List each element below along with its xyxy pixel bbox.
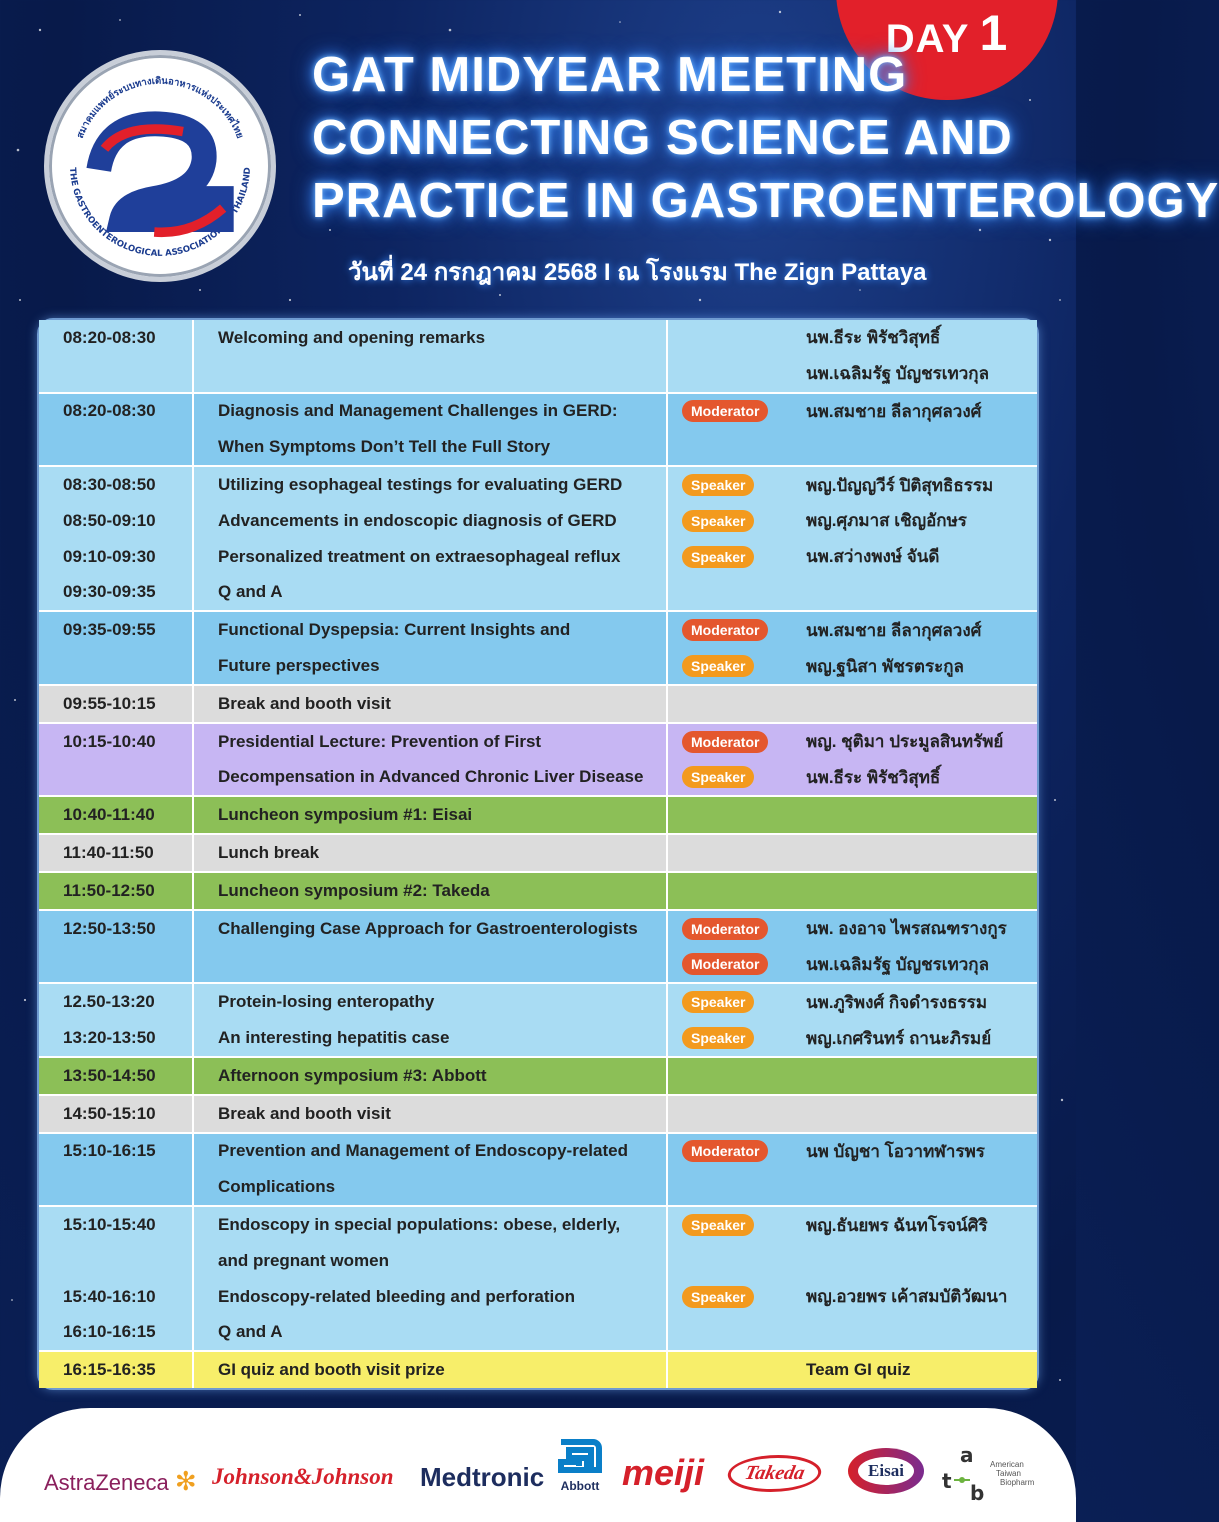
speaker-line (668, 1058, 1041, 1094)
speaker-line (668, 1169, 1041, 1205)
time-slot: 12.50-13:20 (63, 992, 155, 1012)
time-slot: 09:55-10:15 (63, 693, 156, 713)
topic-text: Break and booth visit (218, 1103, 391, 1123)
svg-text:b: b (970, 1481, 985, 1505)
sponsor-abbott (555, 1438, 605, 1493)
speaker-name: นพ. องอาจ ไพรสณฑรางกูร (806, 919, 1007, 939)
schedule-row (39, 320, 1037, 394)
time-slot: 09:30-09:35 (63, 582, 156, 602)
speaker-badge: Speaker (682, 474, 754, 496)
speaker-badge: Speaker (682, 1027, 754, 1049)
speaker-line (668, 467, 1041, 503)
speaker-cell (668, 724, 1041, 796)
time-slot: 10:15-10:40 (63, 731, 156, 751)
sponsor-takeda (728, 1455, 821, 1492)
sponsor-medtronic: Medtronic (420, 1462, 545, 1492)
topic-text: Welcoming and opening remarks (218, 327, 486, 347)
topic-cell (194, 394, 668, 466)
schedule-table (37, 318, 1039, 1390)
moderator-badge: Moderator (682, 918, 768, 940)
schedule-row (39, 467, 1037, 612)
time-slot: 13:20-13:50 (63, 1028, 156, 1048)
speaker-name: นพ.สว่างพงษ์ จันดี (806, 547, 940, 567)
time-slot (39, 648, 192, 684)
speaker-cell (668, 394, 1041, 466)
speaker-cell (668, 911, 1041, 983)
association-logo (44, 50, 276, 282)
topic-text: When Symptoms Don’t Tell the Full Story (218, 437, 551, 457)
atb-line-2: Taiwan (996, 1469, 1021, 1478)
topic-text: Afternoon symposium #3: Abbott (218, 1065, 487, 1085)
time-slot (39, 429, 192, 465)
time-cell (39, 612, 194, 684)
topic-text: An interesting hepatitis case (218, 1028, 450, 1048)
speaker-line (668, 760, 1041, 796)
takeda-text: Takeda (724, 1455, 825, 1492)
schedule-row (39, 1134, 1037, 1208)
atb-line-1: American (990, 1460, 1024, 1469)
time-cell (39, 1207, 194, 1350)
schedule-row (39, 394, 1037, 468)
topic-text (194, 356, 666, 392)
speaker-line (668, 429, 1041, 465)
time-slot (39, 947, 192, 983)
speaker-line (668, 503, 1041, 539)
schedule-row (39, 1352, 1037, 1388)
schedule-row (39, 1207, 1037, 1352)
speaker-line (668, 1352, 1041, 1388)
topic-text: Presidential Lecture: Prevention of First (218, 731, 542, 751)
speaker-name: นพ บัญชา โอวาทฬารพร (806, 1141, 985, 1161)
topic-text: Diagnosis and Management Challenges in GERD: (218, 401, 618, 421)
time-cell (39, 911, 194, 983)
speaker-name: พญ.อวยพร เค้าสมบัติวัฒนา (806, 1287, 1008, 1307)
time-cell (39, 724, 194, 796)
time-cell (39, 394, 194, 466)
speaker-line (668, 1134, 1041, 1170)
speaker-name: พญ.ปัญญวีร์ ปิติสุทธิธรรม (806, 475, 994, 495)
speaker-line (668, 612, 1041, 648)
title-line-1: GAT MIDYEAR MEETING (312, 48, 908, 102)
speaker-line (668, 320, 1041, 356)
time-slot: 15:10-15:40 (63, 1215, 156, 1235)
time-cell (39, 835, 194, 871)
logo-arc-english: THE GASTROENTEROLOGICAL ASSOCIATION OF THAILAND (67, 167, 254, 259)
speaker-line (668, 984, 1041, 1020)
speaker-line (668, 947, 1041, 983)
topic-cell (194, 835, 668, 871)
time-slot: 11:50-12:50 (63, 880, 155, 900)
speaker-name: นพ.เฉลิมรัฐ บัญชรเทวกุล (806, 364, 990, 384)
topic-text: Q and A (218, 1322, 283, 1342)
atb-logo-icon (940, 1443, 992, 1505)
speaker-line (668, 835, 1041, 871)
speaker-cell (668, 984, 1041, 1056)
time-slot: 16:10-16:15 (63, 1322, 156, 1342)
time-cell (39, 320, 194, 392)
topic-cell (194, 911, 668, 983)
astrazeneca-text: AstraZeneca (44, 1470, 169, 1495)
svg-text:t: t (942, 1469, 952, 1493)
moderator-badge: Moderator (682, 619, 768, 641)
schedule-row (39, 797, 1037, 835)
speaker-line (668, 539, 1041, 575)
abbott-icon (557, 1438, 603, 1474)
speaker-name: พญ. ชุติมา ประมูลสินทรัพย์ (806, 732, 1004, 752)
time-cell (39, 797, 194, 833)
speaker-cell (668, 873, 1041, 909)
moderator-badge: Moderator (682, 1140, 768, 1162)
time-slot: 14:50-15:10 (63, 1103, 156, 1123)
topic-text: Lunch break (218, 843, 320, 863)
topic-cell (194, 984, 668, 1056)
event-title (312, 44, 1219, 233)
schedule-row (39, 984, 1037, 1058)
speaker-line (668, 797, 1041, 833)
speaker-name: นพ.สมชาย ลีลากุศลวงศ์ (806, 620, 982, 640)
time-slot: 12:50-13:50 (63, 918, 156, 938)
time-slot: 10:40-11:40 (63, 805, 155, 825)
time-slot: 13:50-14:50 (63, 1065, 156, 1085)
schedule-row (39, 612, 1037, 686)
sponsor-eisai (848, 1448, 924, 1494)
speaker-name: Team GI quiz (806, 1360, 911, 1380)
topic-text: Advancements in endoscopic diagnosis of GERD (218, 510, 617, 530)
topic-text: and pregnant women (218, 1250, 389, 1270)
day-label: DAY (885, 17, 970, 61)
sponsor-astrazeneca (44, 1466, 197, 1497)
time-slot (39, 1243, 192, 1279)
schedule-row (39, 911, 1037, 985)
speaker-badge: Speaker (682, 510, 754, 532)
time-slot: 15:10-16:15 (63, 1141, 156, 1161)
topic-cell (194, 1352, 668, 1388)
topic-text: Endoscopy-related bleeding and perforation (218, 1286, 576, 1306)
time-cell (39, 1134, 194, 1206)
sponsor-jnj: Johnson&Johnson (212, 1464, 394, 1489)
title-line-2: CONNECTING SCIENCE AND (312, 111, 1013, 165)
speaker-line (668, 648, 1041, 684)
topic-cell (194, 724, 668, 796)
topic-text: Endoscopy in special populations: obese, elderly, (218, 1215, 621, 1235)
speaker-cell (668, 320, 1041, 392)
speaker-name: พญ.ฐนิสา พัชรตระกูล (806, 656, 964, 676)
time-slot: 15:40-16:10 (63, 1286, 156, 1306)
svg-text:a: a (960, 1443, 974, 1467)
speaker-name: นพ.ธีระ พิรัชวิสุทธิ์ (806, 767, 941, 787)
time-cell (39, 1058, 194, 1094)
time-slot: 08:30-08:50 (63, 475, 156, 495)
speaker-cell (668, 612, 1041, 684)
time-slot (39, 760, 192, 796)
speaker-line (668, 575, 1041, 611)
moderator-badge: Moderator (682, 953, 768, 975)
speaker-cell (668, 1207, 1041, 1350)
speaker-cell (668, 1134, 1041, 1206)
topic-text: Functional Dyspepsia: Current Insights and (218, 620, 571, 640)
speaker-line (668, 1243, 1041, 1279)
topic-cell (194, 1096, 668, 1132)
speaker-name: นพ.เฉลิมรัฐ บัญชรเทวกุล (806, 954, 990, 974)
topic-cell (194, 1058, 668, 1094)
topic-cell (194, 467, 668, 610)
speaker-badge: Speaker (682, 546, 754, 568)
speaker-line (668, 873, 1041, 909)
time-slot: 08:20-08:30 (63, 327, 156, 347)
speaker-badge: Speaker (682, 655, 754, 677)
speaker-name: พญ.เกศรินทร์ ถานะภิรมย์ (806, 1028, 992, 1048)
topic-text: Decompensation in Advanced Chronic Liver Disease (218, 767, 644, 787)
speaker-line (668, 1315, 1041, 1351)
speaker-badge: Speaker (682, 991, 754, 1013)
topic-cell (194, 1207, 668, 1350)
time-slot: 09:10-09:30 (63, 546, 156, 566)
topic-text: Future perspectives (218, 656, 380, 676)
time-slot: 09:35-09:55 (63, 620, 156, 640)
topic-text: Personalized treatment on extraesophageal reflux (218, 546, 621, 566)
speaker-cell (668, 686, 1041, 722)
schedule-row (39, 873, 1037, 911)
topic-cell (194, 686, 668, 722)
moderator-badge: Moderator (682, 400, 768, 422)
speaker-line (668, 356, 1041, 392)
topic-text: Protein-losing enteropathy (218, 992, 435, 1012)
time-slot (39, 1169, 192, 1205)
speaker-badge: Speaker (682, 1214, 754, 1236)
topic-cell (194, 797, 668, 833)
speaker-line (668, 1096, 1041, 1132)
title-line-3: PRACTICE IN GASTROENTEROLOGY (312, 174, 1219, 228)
astrazeneca-icon: ✻ (174, 1466, 197, 1496)
topic-text: Utilizing esophageal testings for evaluating GERD (218, 475, 623, 495)
speaker-line (668, 1207, 1041, 1243)
time-cell (39, 467, 194, 610)
speaker-name: นพ.ภูริพงศ์ กิจดำรงธรรม (806, 992, 988, 1012)
speaker-name: พญ.ศุภมาส เชิญอักษร (806, 511, 967, 531)
speaker-line (668, 911, 1041, 947)
speaker-line (668, 1279, 1041, 1315)
topic-text: Luncheon symposium #2: Takeda (218, 880, 490, 900)
speaker-badge: Speaker (682, 766, 754, 788)
speaker-badge: Speaker (682, 1286, 754, 1308)
speaker-cell (668, 1058, 1041, 1094)
topic-cell (194, 1134, 668, 1206)
topic-text: Complications (218, 1177, 336, 1197)
speaker-line (668, 686, 1041, 722)
sponsor-atb (940, 1444, 1040, 1504)
schedule-row (39, 724, 1037, 798)
sponsor-meiji: meiji (622, 1452, 705, 1493)
speaker-line (668, 394, 1041, 430)
speaker-name: นพ.สมชาย ลีลากุศลวงศ์ (806, 401, 982, 421)
schedule-row (39, 686, 1037, 724)
topic-cell (194, 873, 668, 909)
time-cell (39, 873, 194, 909)
time-slot (39, 356, 192, 392)
speaker-line (668, 724, 1041, 760)
speaker-name: นพ.ธีระ พิรัชวิสุทธิ์ (806, 328, 941, 348)
day-number: 1 (979, 5, 1009, 61)
schedule-row (39, 1096, 1037, 1134)
topic-text: Challenging Case Approach for Gastroenterologists (218, 918, 638, 938)
topic-text: Luncheon symposium #1: Eisai (218, 805, 473, 825)
time-cell (39, 1096, 194, 1132)
time-slot: 08:20-08:30 (63, 401, 156, 421)
speaker-cell (668, 835, 1041, 871)
topic-cell (194, 320, 668, 392)
topic-cell (194, 612, 668, 684)
topic-text (194, 947, 666, 983)
event-date-venue: วันที่ 24 กรกฎาคม 2568 I ณ โรงแรม The Zign Pattaya (348, 259, 927, 286)
speaker-cell (668, 1096, 1041, 1132)
time-slot: 16:15-16:35 (63, 1360, 156, 1380)
time-cell (39, 1352, 194, 1388)
topic-text: Break and booth visit (218, 693, 391, 713)
topic-text: Q and A (218, 582, 283, 602)
speaker-cell (668, 1352, 1041, 1388)
topic-text: Prevention and Management of Endoscopy-related (218, 1141, 628, 1161)
time-slot: 11:40-11:50 (63, 843, 154, 863)
time-slot: 08:50-09:10 (63, 510, 156, 530)
topic-text: GI quiz and booth visit prize (218, 1360, 445, 1380)
time-cell (39, 984, 194, 1056)
eisai-text: Eisai (858, 1457, 914, 1485)
schedule-row (39, 835, 1037, 873)
abbott-text: Abbott (560, 1479, 600, 1493)
speaker-cell (668, 467, 1041, 610)
speaker-name: พญ.ธันยพร ฉันทโรจน์ศิริ (806, 1215, 988, 1235)
time-cell (39, 686, 194, 722)
atb-line-3: Biopharm (1000, 1478, 1035, 1487)
logo-arc-thai: สมาคมแพทย์ระบบทางเดินอาหารแห่งประเทศไทย (74, 75, 246, 141)
moderator-badge: Moderator (682, 731, 768, 753)
schedule-row (39, 1058, 1037, 1096)
speaker-line (668, 1020, 1041, 1056)
speaker-cell (668, 797, 1041, 833)
